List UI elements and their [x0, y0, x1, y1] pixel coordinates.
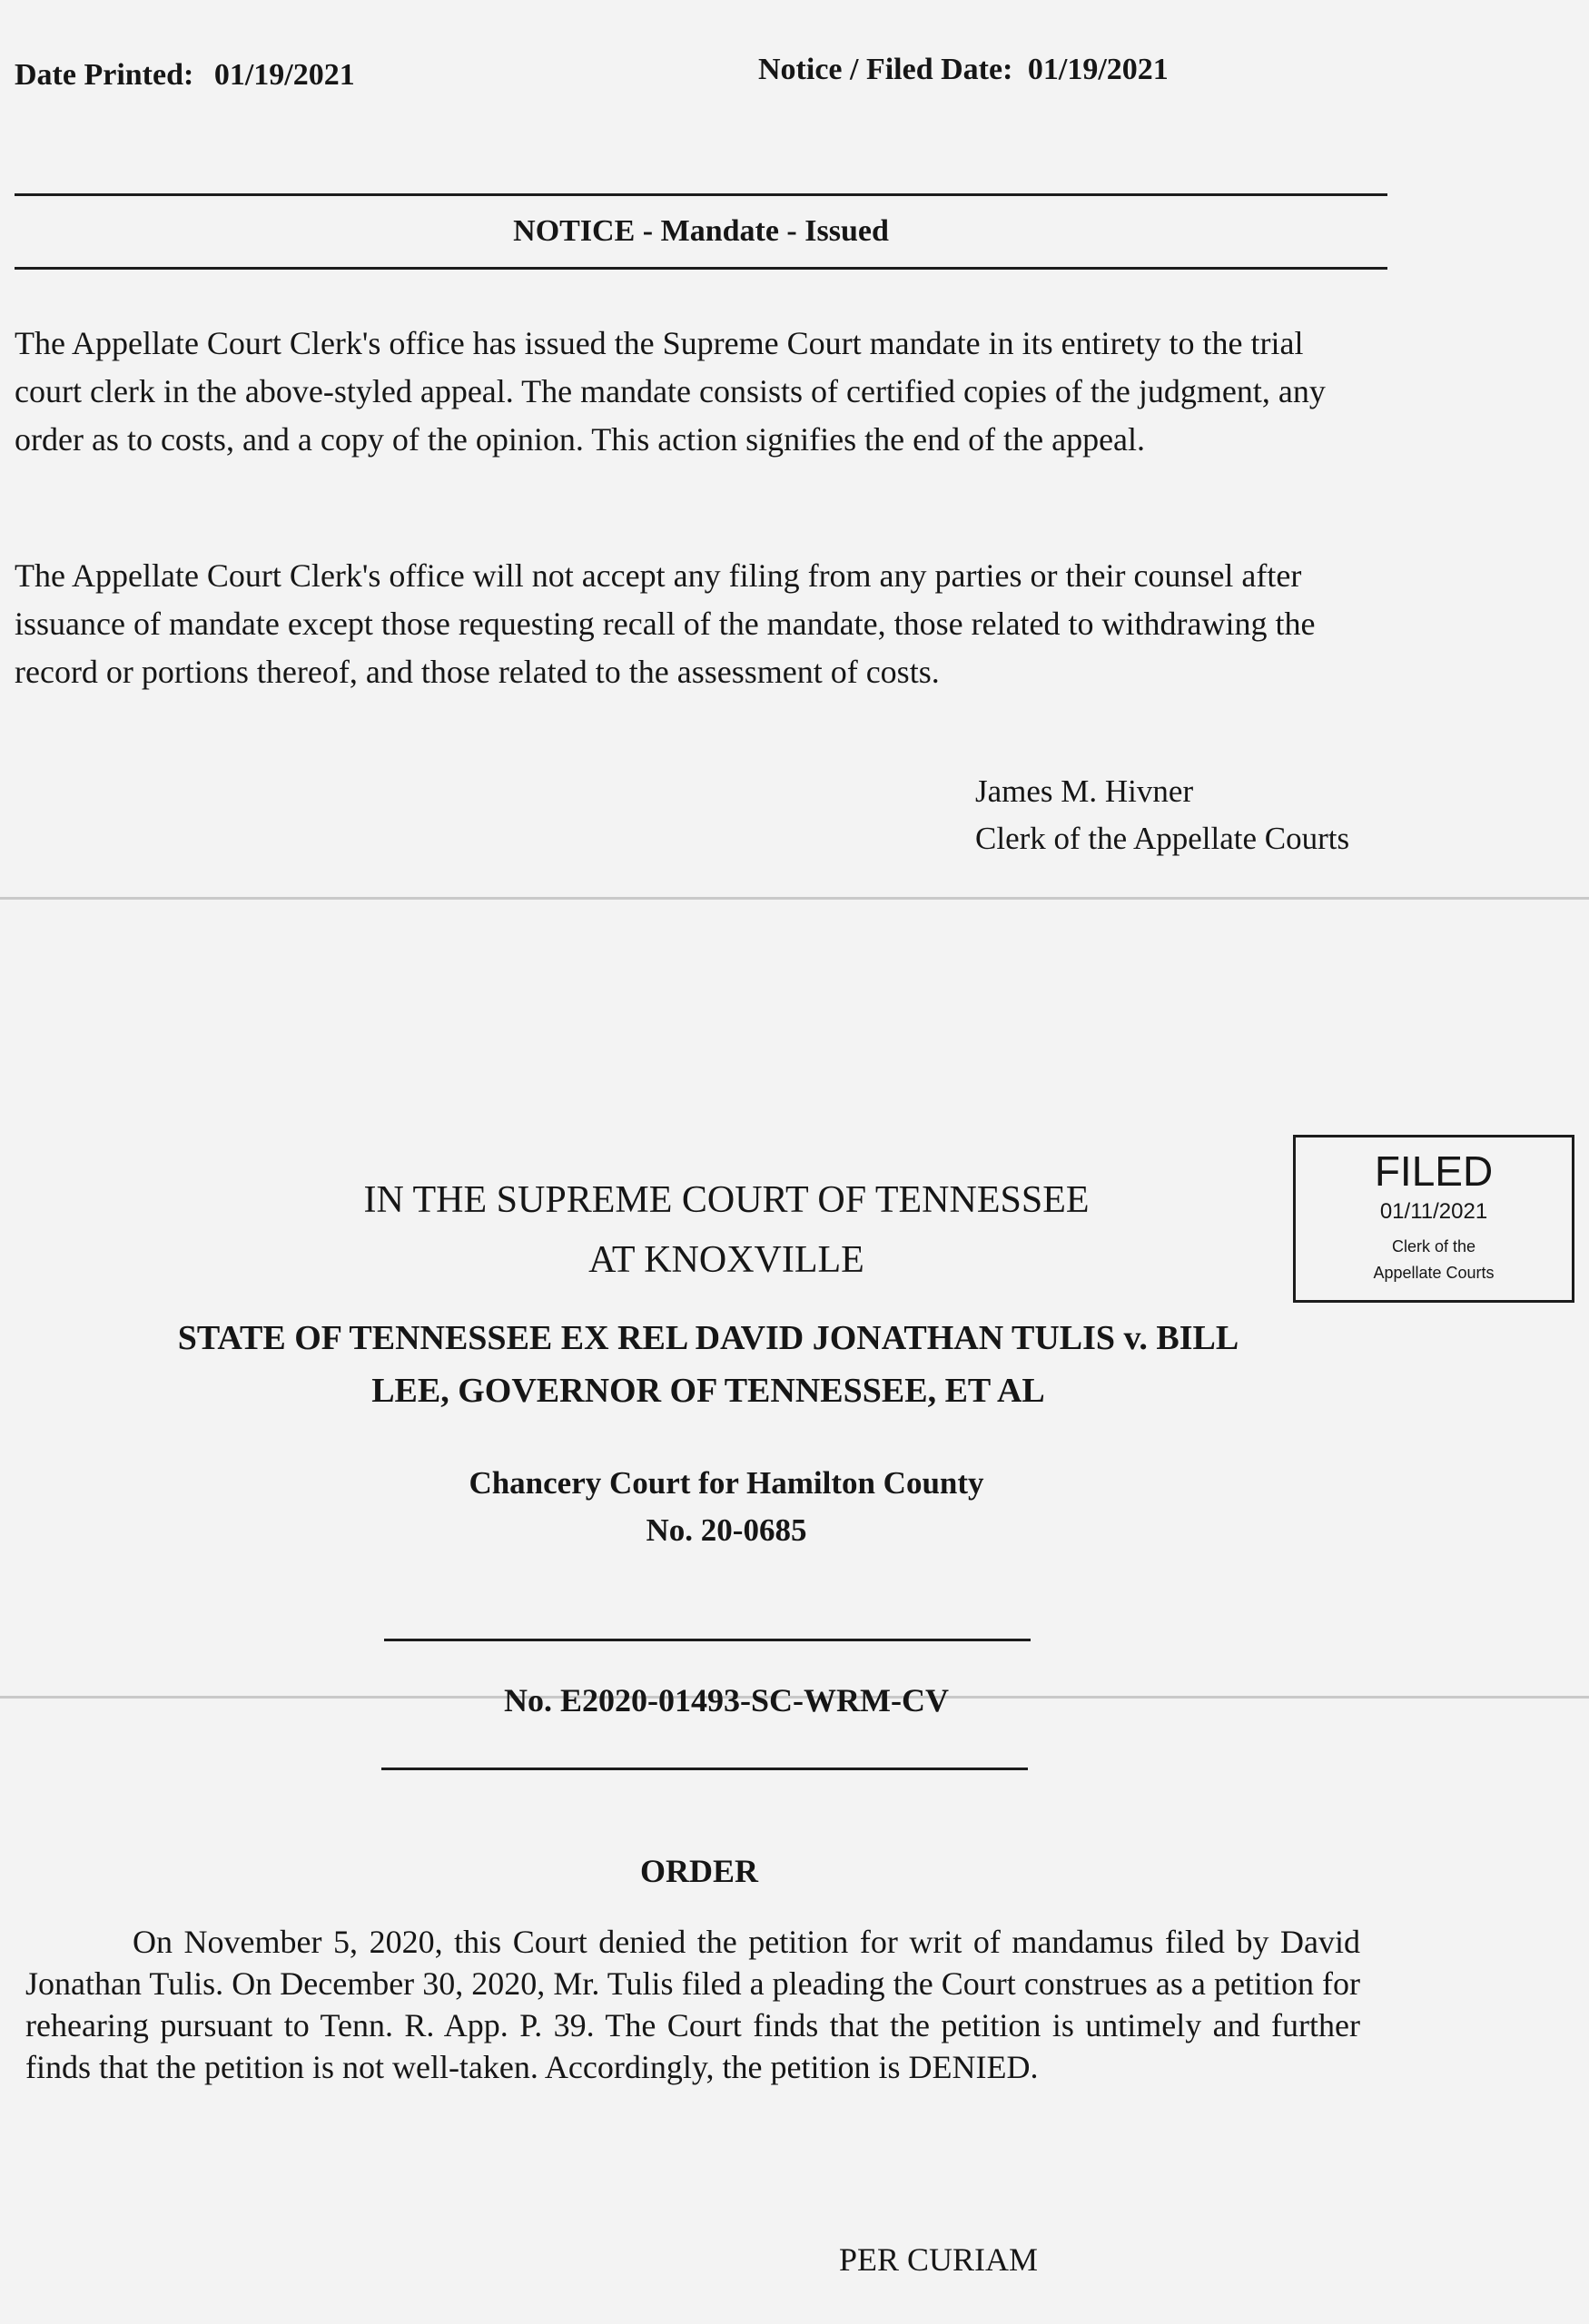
case-title-line-1: STATE OF TENNESSEE EX REL DAVID JONATHAN TULIS v. BILL [177, 1319, 1239, 1357]
order-body: On November 5, 2020, this Court denied the petition for writ of mandamus filed by David Jonathan Tulis. On December 30, 2020, Mr. Tulis filed a pleading the Court construes as a petition for rehearing pursuant to Tenn. R. App. P. 39. The Court finds that the petition is untimely and further finds that the petition is not well-taken. Accordingly, the petition is DENIED. [25, 1924, 1360, 2085]
date-printed-value: 01/19/2021 [213, 58, 355, 92]
notice-paragraph-2: The Appellate Court Clerk's office will not accept any filing from any parties or their counsel after issuance of mandate except those requesting recall of the mandate, those related to withdrawing the record or portions thereof, and those related to the assessment of costs. [15, 557, 1316, 690]
docket-rule-top [384, 1639, 1031, 1641]
court-name: IN THE SUPREME COURT OF TENNESSEE [363, 1179, 1090, 1221]
filed-stamp-label: FILED [1374, 1147, 1494, 1195]
lower-court-number: No. 20-0685 [646, 1512, 807, 1548]
filed-stamp-date: 01/11/2021 [1379, 1199, 1488, 1224]
case-title-line-2: LEE, GOVERNOR OF TENNESSEE, ET AL [371, 1372, 1045, 1410]
paper-fold [0, 897, 1589, 900]
notice-filed-value: 01/19/2021 [1027, 53, 1169, 86]
order-signature: PER CURIAM [839, 2241, 1039, 2278]
order-heading: ORDER [639, 1853, 758, 1889]
notice-paragraph-1: The Appellate Court Clerk's office has issued the Supreme Court mandate in its entirety to the trial court clerk in the above-styled appeal. The mandate consists of certified copies of the judgment, any order as to costs, and a copy of the opinion. This action signifies the end of the appeal. [15, 325, 1326, 458]
docket-rule-bottom [381, 1768, 1028, 1770]
notice-title: NOTICE - Mandate - Issued [513, 214, 889, 248]
date-printed [15, 58, 355, 93]
date-printed-label: Date Printed: [15, 58, 194, 92]
filed-stamp-line-2: Appellate Courts [1373, 1264, 1495, 1282]
header-rule-bottom [15, 267, 1387, 270]
filed-stamp-line-1: Clerk of the [1391, 1237, 1476, 1256]
notice-filed-label: Notice / Filed Date: [758, 53, 1013, 86]
header-rule-top [15, 193, 1387, 196]
signer-name: James M. Hivner [975, 773, 1194, 809]
court-location: AT KNOXVILLE [588, 1239, 864, 1281]
docket-number: No. E2020-01493-SC-WRM-CV [504, 1682, 949, 1718]
lower-court: Chancery Court for Hamilton County [469, 1465, 984, 1501]
notice-filed-date [758, 53, 1169, 87]
filed-stamp [1293, 1135, 1574, 1303]
signer-title: Clerk of the Appellate Courts [975, 821, 1350, 856]
